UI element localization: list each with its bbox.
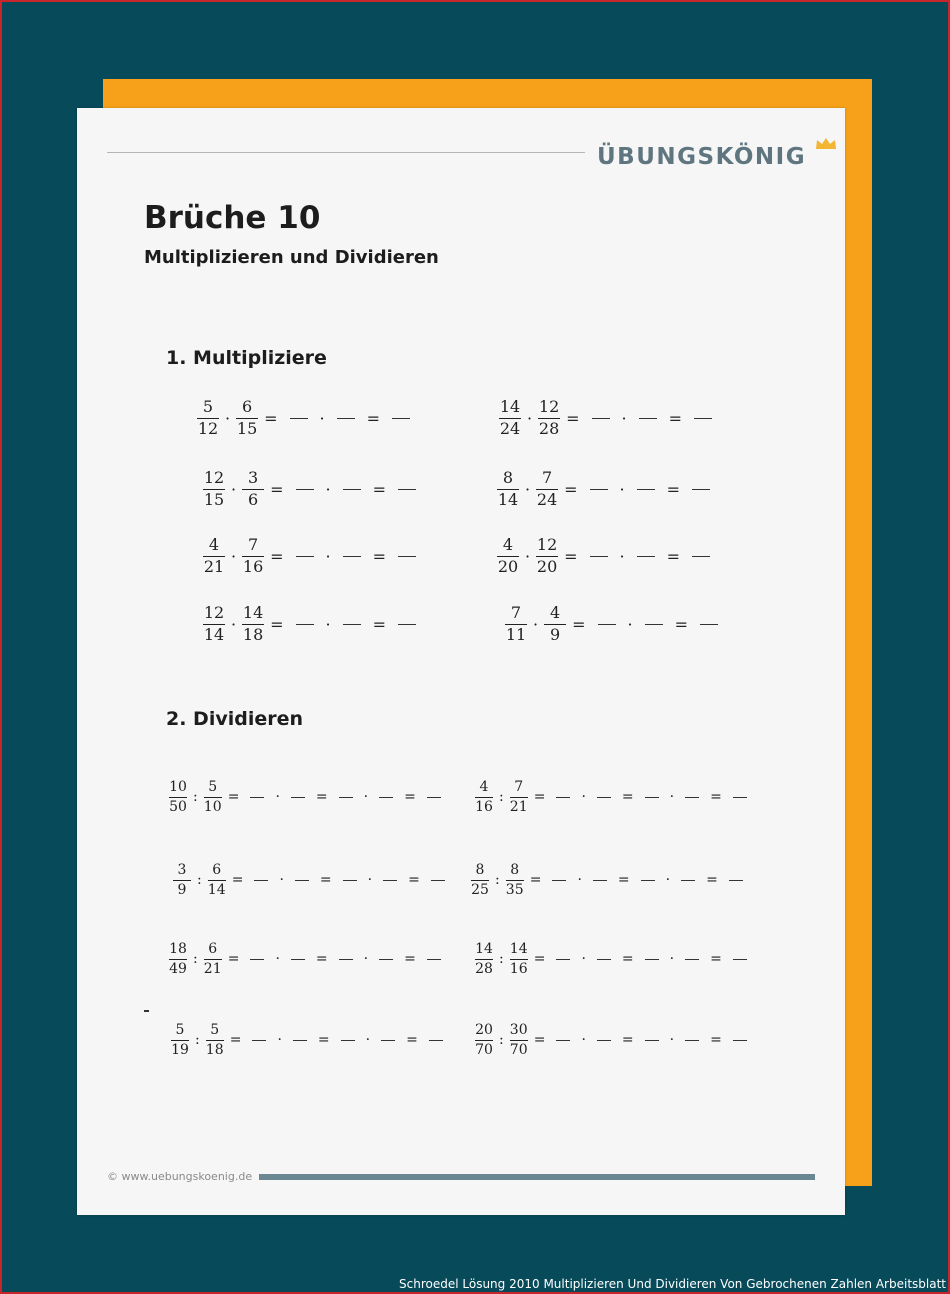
- symbol: ·: [363, 951, 369, 968]
- answer-blank[interactable]: [692, 556, 710, 557]
- fraction-a-numerator: 3: [177, 862, 187, 878]
- symbol: =: [315, 789, 328, 806]
- fraction-b-denominator: 28: [538, 418, 560, 438]
- answer-blank[interactable]: [645, 1040, 659, 1041]
- answer-blank[interactable]: [692, 489, 710, 490]
- symbol: =: [270, 614, 284, 634]
- brand-logo: ÜBUNGSKÖNIG: [597, 144, 807, 170]
- fraction-b-denominator: 21: [203, 960, 222, 977]
- divide-symbol: :: [197, 872, 202, 889]
- fraction-b: [510, 780, 528, 814]
- times-symbol: ·: [231, 546, 237, 566]
- answer-blank[interactable]: [293, 1040, 307, 1041]
- divide-problem: [173, 863, 450, 897]
- fraction-b-numerator: 7: [248, 535, 259, 554]
- fraction-b: [236, 399, 258, 438]
- fraction-a-bar: [171, 1040, 189, 1041]
- answer-blank[interactable]: [597, 797, 611, 798]
- answer-blank[interactable]: [392, 418, 410, 419]
- answer-blank[interactable]: [250, 797, 264, 798]
- divide-symbol: :: [195, 1032, 200, 1049]
- divide-problem: [471, 863, 748, 897]
- symbol: ·: [581, 951, 586, 968]
- fraction-b-denominator: 20: [536, 556, 558, 576]
- symbol: =: [533, 789, 546, 806]
- symbol: ·: [669, 951, 675, 968]
- fraction-a: [475, 780, 493, 814]
- times-symbol: ·: [533, 614, 539, 634]
- fraction-a-denominator: 20: [497, 556, 519, 576]
- symbol: =: [404, 789, 416, 806]
- fraction-a-numerator: 7: [510, 603, 522, 622]
- symbol: =: [406, 1032, 418, 1049]
- fraction-b-denominator: 6: [248, 489, 259, 509]
- fraction-b-numerator: 4: [550, 603, 561, 622]
- symbol: ·: [319, 408, 325, 428]
- symbol: ·: [363, 789, 369, 806]
- divide-symbol: :: [193, 789, 198, 806]
- divide-symbol: :: [499, 789, 504, 806]
- fraction-b-denominator: 24: [536, 489, 558, 509]
- symbol: =: [408, 872, 420, 889]
- fraction-a: [169, 942, 187, 976]
- fraction-b-denominator: 70: [509, 1041, 528, 1058]
- symbol: =: [621, 1032, 634, 1049]
- symbol: =: [315, 951, 328, 968]
- answer-blank[interactable]: [339, 797, 353, 798]
- fraction-a: [505, 605, 527, 644]
- multiply-problem: [499, 399, 718, 438]
- times-symbol: ·: [525, 546, 531, 566]
- fraction-b-numerator: 8: [510, 862, 520, 878]
- times-symbol: ·: [527, 408, 533, 428]
- answer-blank[interactable]: [637, 556, 655, 557]
- fraction-a-bar: [475, 797, 493, 798]
- fraction-a-denominator: 9: [177, 881, 187, 898]
- symbol: ·: [275, 951, 280, 968]
- divide-problem: [475, 942, 752, 976]
- fraction-b-denominator: 14: [207, 881, 226, 898]
- fraction-b-denominator: 21: [509, 798, 528, 815]
- answer-blank[interactable]: [383, 880, 397, 881]
- answer-blank[interactable]: [398, 556, 416, 557]
- answer-blank[interactable]: [343, 556, 361, 557]
- fraction-b: [206, 1023, 224, 1057]
- symbol: =: [666, 479, 680, 499]
- fraction-b-numerator: 12: [536, 535, 558, 554]
- fraction-a-denominator: 12: [197, 418, 219, 438]
- fraction-b: [510, 1023, 528, 1057]
- multiply-problem: [203, 470, 422, 509]
- answer-blank[interactable]: [733, 959, 747, 960]
- fraction-b-numerator: 6: [208, 941, 218, 957]
- multiply-problem: [497, 537, 716, 576]
- answer-blank[interactable]: [398, 489, 416, 490]
- symbol: =: [227, 789, 240, 806]
- fraction-a: [475, 1023, 493, 1057]
- page-title: Brüche 10: [144, 200, 321, 236]
- fraction-b-numerator: 6: [212, 862, 222, 878]
- fraction-a-numerator: 4: [502, 535, 514, 554]
- answer-blank[interactable]: [598, 624, 616, 625]
- symbol: ·: [619, 546, 625, 566]
- answer-blank[interactable]: [398, 624, 416, 625]
- answer-blank[interactable]: [590, 556, 608, 557]
- fraction-a-bar: [169, 797, 187, 798]
- symbol: =: [372, 614, 386, 634]
- fraction-a-numerator: 4: [479, 779, 489, 795]
- symbol: =: [621, 951, 634, 968]
- fraction-b-numerator: 12: [538, 397, 560, 416]
- symbol: ·: [581, 789, 586, 806]
- symbol: =: [564, 546, 578, 566]
- fraction-a-numerator: 18: [169, 941, 187, 957]
- fraction-b-denominator: 18: [242, 624, 264, 644]
- symbol: =: [317, 1032, 330, 1049]
- answer-blank[interactable]: [556, 959, 570, 960]
- symbol: =: [533, 951, 546, 968]
- symbol: =: [231, 872, 244, 889]
- answer-blank[interactable]: [700, 624, 718, 625]
- answer-blank[interactable]: [685, 797, 699, 798]
- fraction-b-bar: [204, 797, 222, 798]
- fraction-b-numerator: 30: [509, 1022, 528, 1038]
- answer-blank[interactable]: [685, 1040, 699, 1041]
- worksheet-page: [77, 108, 845, 1215]
- fraction-b-numerator: 6: [242, 397, 253, 416]
- fraction-b: [538, 399, 560, 438]
- fraction-a-denominator: 14: [497, 489, 519, 509]
- answer-blank[interactable]: [429, 1040, 443, 1041]
- symbol: ·: [275, 789, 280, 806]
- answer-blank[interactable]: [645, 797, 659, 798]
- answer-blank[interactable]: [733, 797, 747, 798]
- fraction-a-numerator: 20: [475, 1022, 493, 1038]
- times-symbol: ·: [231, 479, 237, 499]
- fraction-a: [171, 1023, 189, 1057]
- symbol: ·: [621, 408, 627, 428]
- divide-symbol: :: [499, 951, 504, 968]
- symbol: ·: [365, 1032, 371, 1049]
- symbol: =: [229, 1032, 242, 1049]
- section-divide-heading: 2. Dividieren: [166, 708, 304, 730]
- answer-blank[interactable]: [343, 880, 357, 881]
- fraction-a-bar: [169, 959, 187, 960]
- answer-blank[interactable]: [597, 959, 611, 960]
- answer-blank[interactable]: [296, 556, 314, 557]
- symbol: ·: [619, 479, 625, 499]
- fraction-b-numerator: 5: [208, 779, 218, 795]
- symbol: ·: [325, 546, 331, 566]
- fraction-a-denominator: 19: [171, 1041, 189, 1058]
- symbol: =: [710, 951, 722, 968]
- multiply-problem: [497, 470, 716, 509]
- fraction-b-bar: [206, 1040, 224, 1041]
- page-subtitle: Multiplizieren und Dividieren: [144, 247, 439, 268]
- fraction-a-denominator: 24: [499, 418, 521, 438]
- symbol: ·: [669, 789, 675, 806]
- answer-blank[interactable]: [597, 1040, 611, 1041]
- answer-blank[interactable]: [290, 418, 308, 419]
- answer-blank[interactable]: [556, 797, 570, 798]
- fraction-a: [173, 863, 191, 897]
- answer-blank[interactable]: [645, 959, 659, 960]
- answer-blank[interactable]: [427, 959, 441, 960]
- fraction-a-denominator: 15: [203, 489, 225, 509]
- answer-blank[interactable]: [296, 624, 314, 625]
- fraction-b-denominator: 10: [203, 798, 222, 815]
- fraction-b-bar: [510, 1040, 528, 1041]
- fraction-b-bar: [506, 880, 524, 881]
- divide-problem: [169, 942, 446, 976]
- answer-blank[interactable]: [296, 489, 314, 490]
- answer-blank[interactable]: [250, 959, 264, 960]
- fraction-a-denominator: 16: [475, 798, 493, 815]
- answer-blank[interactable]: [592, 418, 610, 419]
- answer-blank[interactable]: [593, 880, 607, 881]
- divide-problem: [169, 780, 446, 814]
- times-symbol: ·: [231, 614, 237, 634]
- fraction-b: [242, 605, 264, 644]
- answer-blank[interactable]: [431, 880, 445, 881]
- fraction-a-denominator: 49: [169, 960, 187, 977]
- fraction-b: [536, 537, 558, 576]
- answer-blank[interactable]: [339, 959, 353, 960]
- answer-blank[interactable]: [295, 880, 309, 881]
- fraction-b: [510, 942, 528, 976]
- fraction-a-denominator: 14: [203, 624, 225, 644]
- fraction-a-numerator: 4: [208, 535, 220, 554]
- symbol: =: [404, 951, 416, 968]
- answer-blank[interactable]: [637, 489, 655, 490]
- fraction-a-numerator: 10: [169, 779, 187, 795]
- fraction-b-denominator: 18: [205, 1041, 224, 1058]
- answer-blank[interactable]: [552, 880, 566, 881]
- answer-blank[interactable]: [379, 959, 393, 960]
- fraction-a-numerator: 5: [202, 397, 214, 416]
- fraction-b: [242, 537, 264, 576]
- symbol: ·: [325, 614, 331, 634]
- fraction-a-numerator: 8: [475, 862, 485, 878]
- fraction-a: [475, 942, 493, 976]
- answer-blank[interactable]: [252, 1040, 266, 1041]
- symbol: =: [372, 479, 386, 499]
- symbol: =: [564, 479, 578, 499]
- fraction-a-denominator: 21: [203, 556, 225, 576]
- fraction-a-numerator: 5: [175, 1022, 185, 1038]
- symbol: =: [674, 614, 688, 634]
- times-symbol: ·: [225, 408, 231, 428]
- answer-blank[interactable]: [254, 880, 268, 881]
- fraction-a-denominator: 50: [169, 798, 187, 815]
- fraction-a-bar: [475, 959, 493, 960]
- fraction-a-denominator: 25: [471, 881, 489, 898]
- symbol: =: [572, 614, 586, 634]
- symbol: =: [372, 546, 386, 566]
- symbol: ·: [577, 872, 582, 889]
- symbol: =: [366, 408, 380, 428]
- answer-blank[interactable]: [729, 880, 743, 881]
- answer-blank[interactable]: [590, 489, 608, 490]
- answer-blank[interactable]: [645, 624, 663, 625]
- answer-blank[interactable]: [427, 797, 441, 798]
- symbol: ·: [325, 479, 331, 499]
- answer-blank[interactable]: [343, 624, 361, 625]
- section-multiply-heading: 1. Multipliziere: [166, 347, 327, 369]
- fraction-a: [197, 399, 219, 438]
- symbol: =: [710, 789, 722, 806]
- symbol: =: [270, 546, 284, 566]
- fraction-b: [208, 863, 226, 897]
- fraction-b-denominator: 16: [242, 556, 264, 576]
- symbol: ·: [367, 872, 373, 889]
- symbol: =: [621, 789, 634, 806]
- fraction-b-bar: [510, 959, 528, 960]
- footer-url: © www.uebungskoenig.de: [107, 1170, 253, 1183]
- symbol: ·: [627, 614, 633, 634]
- fraction-b-numerator: 5: [210, 1022, 220, 1038]
- fraction-b: [204, 942, 222, 976]
- fraction-b-bar: [208, 880, 226, 881]
- answer-blank[interactable]: [341, 1040, 355, 1041]
- fraction-a: [169, 780, 187, 814]
- stray-mark: [144, 1010, 149, 1012]
- symbol: ·: [665, 872, 671, 889]
- symbol: =: [529, 872, 542, 889]
- fraction-b: [536, 470, 558, 509]
- answer-blank[interactable]: [556, 1040, 570, 1041]
- fraction-a-numerator: 12: [203, 603, 225, 622]
- fraction-a-numerator: 14: [475, 941, 493, 957]
- fraction-b: [204, 780, 222, 814]
- answer-blank[interactable]: [381, 1040, 395, 1041]
- answer-blank[interactable]: [641, 880, 655, 881]
- divide-symbol: :: [193, 951, 198, 968]
- fraction-b-denominator: 9: [550, 624, 561, 644]
- crown-icon: [815, 137, 837, 150]
- symbol: =: [617, 872, 630, 889]
- fraction-a-bar: [471, 880, 489, 881]
- fraction-a-numerator: 8: [502, 468, 514, 487]
- fraction-a-numerator: 14: [499, 397, 521, 416]
- symbol: =: [668, 408, 682, 428]
- answer-blank[interactable]: [681, 880, 695, 881]
- symbol: ·: [277, 1032, 282, 1049]
- fraction-a: [203, 537, 225, 576]
- fraction-a: [203, 470, 225, 509]
- header-divider: [107, 152, 585, 153]
- divide-symbol: :: [499, 1032, 504, 1049]
- fraction-b-bar: [204, 959, 222, 960]
- fraction-b-numerator: 14: [509, 941, 528, 957]
- fraction-b: [242, 470, 264, 509]
- divide-problem: [475, 1023, 752, 1057]
- image-caption: Schroedel Lösung 2010 Multiplizieren Und Dividieren Von Gebrochenen Zahlen Arbeitsblatt: [399, 1277, 946, 1291]
- symbol: ·: [581, 1032, 586, 1049]
- fraction-b: [544, 605, 566, 644]
- divide-problem: [475, 780, 752, 814]
- divide-symbol: :: [495, 872, 500, 889]
- multiply-problem: [505, 605, 724, 644]
- fraction-a-denominator: 11: [505, 624, 527, 644]
- symbol: =: [270, 479, 284, 499]
- fraction-b-denominator: 35: [505, 881, 524, 898]
- symbol: =: [566, 408, 580, 428]
- fraction-a: [497, 537, 519, 576]
- fraction-a-bar: [173, 880, 191, 881]
- multiply-problem: [203, 605, 422, 644]
- fraction-a-denominator: 70: [475, 1041, 493, 1058]
- symbol: =: [706, 872, 718, 889]
- fraction-a-denominator: 28: [475, 960, 493, 977]
- answer-blank[interactable]: [639, 418, 657, 419]
- fraction-b-numerator: 7: [514, 779, 524, 795]
- fraction-b-numerator: 7: [542, 468, 553, 487]
- fraction-b-denominator: 16: [509, 960, 528, 977]
- fraction-b-bar: [510, 797, 528, 798]
- fraction-a: [471, 863, 489, 897]
- times-symbol: ·: [525, 479, 531, 499]
- fraction-a: [499, 399, 521, 438]
- fraction-b: [506, 863, 524, 897]
- answer-blank[interactable]: [291, 797, 305, 798]
- answer-blank[interactable]: [379, 797, 393, 798]
- symbol: ·: [669, 1032, 675, 1049]
- symbol: =: [227, 951, 240, 968]
- answer-blank[interactable]: [694, 418, 712, 419]
- answer-blank[interactable]: [337, 418, 355, 419]
- fraction-b-denominator: 15: [236, 418, 258, 438]
- fraction-b-numerator: 14: [242, 603, 264, 622]
- fraction-a-bar: [475, 1040, 493, 1041]
- answer-blank[interactable]: [291, 959, 305, 960]
- multiply-problem: [203, 537, 422, 576]
- fraction-b-numerator: 3: [248, 468, 259, 487]
- divide-problem: [171, 1023, 448, 1057]
- symbol: ·: [279, 872, 284, 889]
- symbol: =: [666, 546, 680, 566]
- fraction-a: [497, 470, 519, 509]
- symbol: =: [533, 1032, 546, 1049]
- symbol: =: [264, 408, 278, 428]
- footer-bar: [259, 1174, 815, 1180]
- multiply-problem: [197, 399, 416, 438]
- answer-blank[interactable]: [343, 489, 361, 490]
- answer-blank[interactable]: [733, 1040, 747, 1041]
- fraction-a: [203, 605, 225, 644]
- fraction-a-numerator: 12: [203, 468, 225, 487]
- symbol: =: [319, 872, 332, 889]
- answer-blank[interactable]: [685, 959, 699, 960]
- symbol: =: [710, 1032, 722, 1049]
